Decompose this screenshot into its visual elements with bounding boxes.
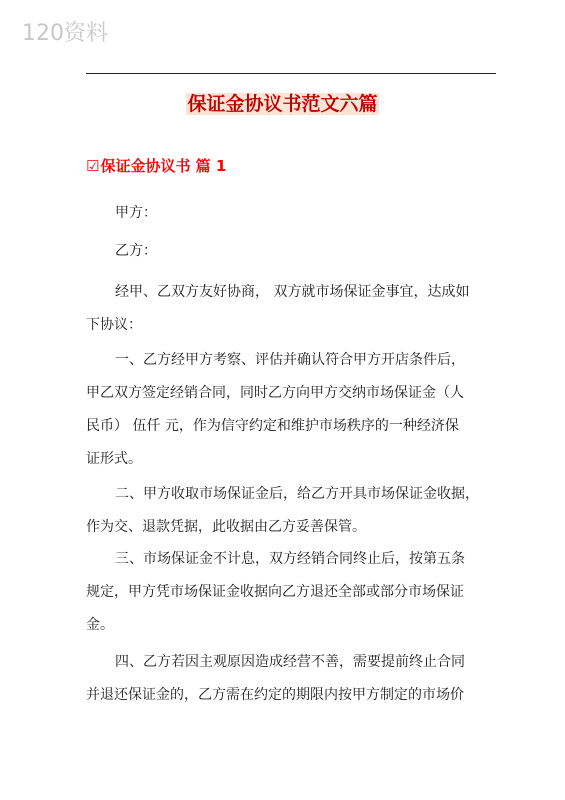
clause-3-paragraph — [86, 543, 498, 642]
paragraph-line: 经甲、乙双方友好协商， 双方就市场保证金事宜，达成如 — [115, 284, 470, 300]
paragraph-line: 甲乙双方签定经销合同，同时乙方向甲方交纳市场保证金（人 — [86, 385, 464, 401]
party-a-line — [86, 197, 498, 230]
intro-paragraph — [86, 276, 498, 342]
watermark-logo: 120资料 — [22, 21, 108, 46]
paragraph-line: 证形式。 — [86, 451, 142, 467]
paragraph-line: 下协议： — [86, 317, 142, 333]
document-title — [0, 92, 565, 116]
section-heading-text: 保证金协议书 篇 1 — [100, 157, 227, 175]
paragraph-line: 乙方： — [115, 243, 157, 259]
paragraph-line: 金。 — [86, 617, 114, 633]
paragraph-line: 民币） 伍仟 元，作为信守约定和维护市场秩序的一种经济保 — [86, 418, 459, 434]
checkbox-icon: ☑ — [86, 157, 100, 175]
section-heading — [86, 156, 226, 176]
paragraph-line: 甲方： — [115, 205, 157, 221]
paragraph-line: 三、市场保证金不计息，双方经销合同终止后，按第五条 — [115, 551, 465, 567]
paragraph-line: 四、乙方若因主观原因造成经营不善，需要提前终止合同 — [115, 654, 465, 670]
document-title-text: 保证金协议书范文六篇 — [187, 93, 378, 115]
paragraph-line: 二、甲方收取市场保证金后，给乙方开具市场保证金收据， — [115, 486, 479, 502]
paragraph-line: 作为交、退款凭据，此收据由乙方妥善保管。 — [86, 519, 366, 535]
clause-2-paragraph — [86, 478, 498, 544]
paragraph-line: 规定，甲方凭市场保证金收据向乙方退还全部或部分市场保证 — [86, 584, 464, 600]
clause-4-paragraph — [86, 646, 498, 712]
paragraph-line: 一、乙方经甲方考察、评估并确认符合甲方开店条件后， — [115, 352, 465, 368]
header-divider — [86, 73, 496, 74]
party-b-line — [86, 235, 498, 268]
paragraph-line: 并退还保证金的，乙方需在约定的期限内按甲方制定的市场价 — [86, 687, 464, 703]
clause-1-paragraph — [86, 344, 498, 476]
